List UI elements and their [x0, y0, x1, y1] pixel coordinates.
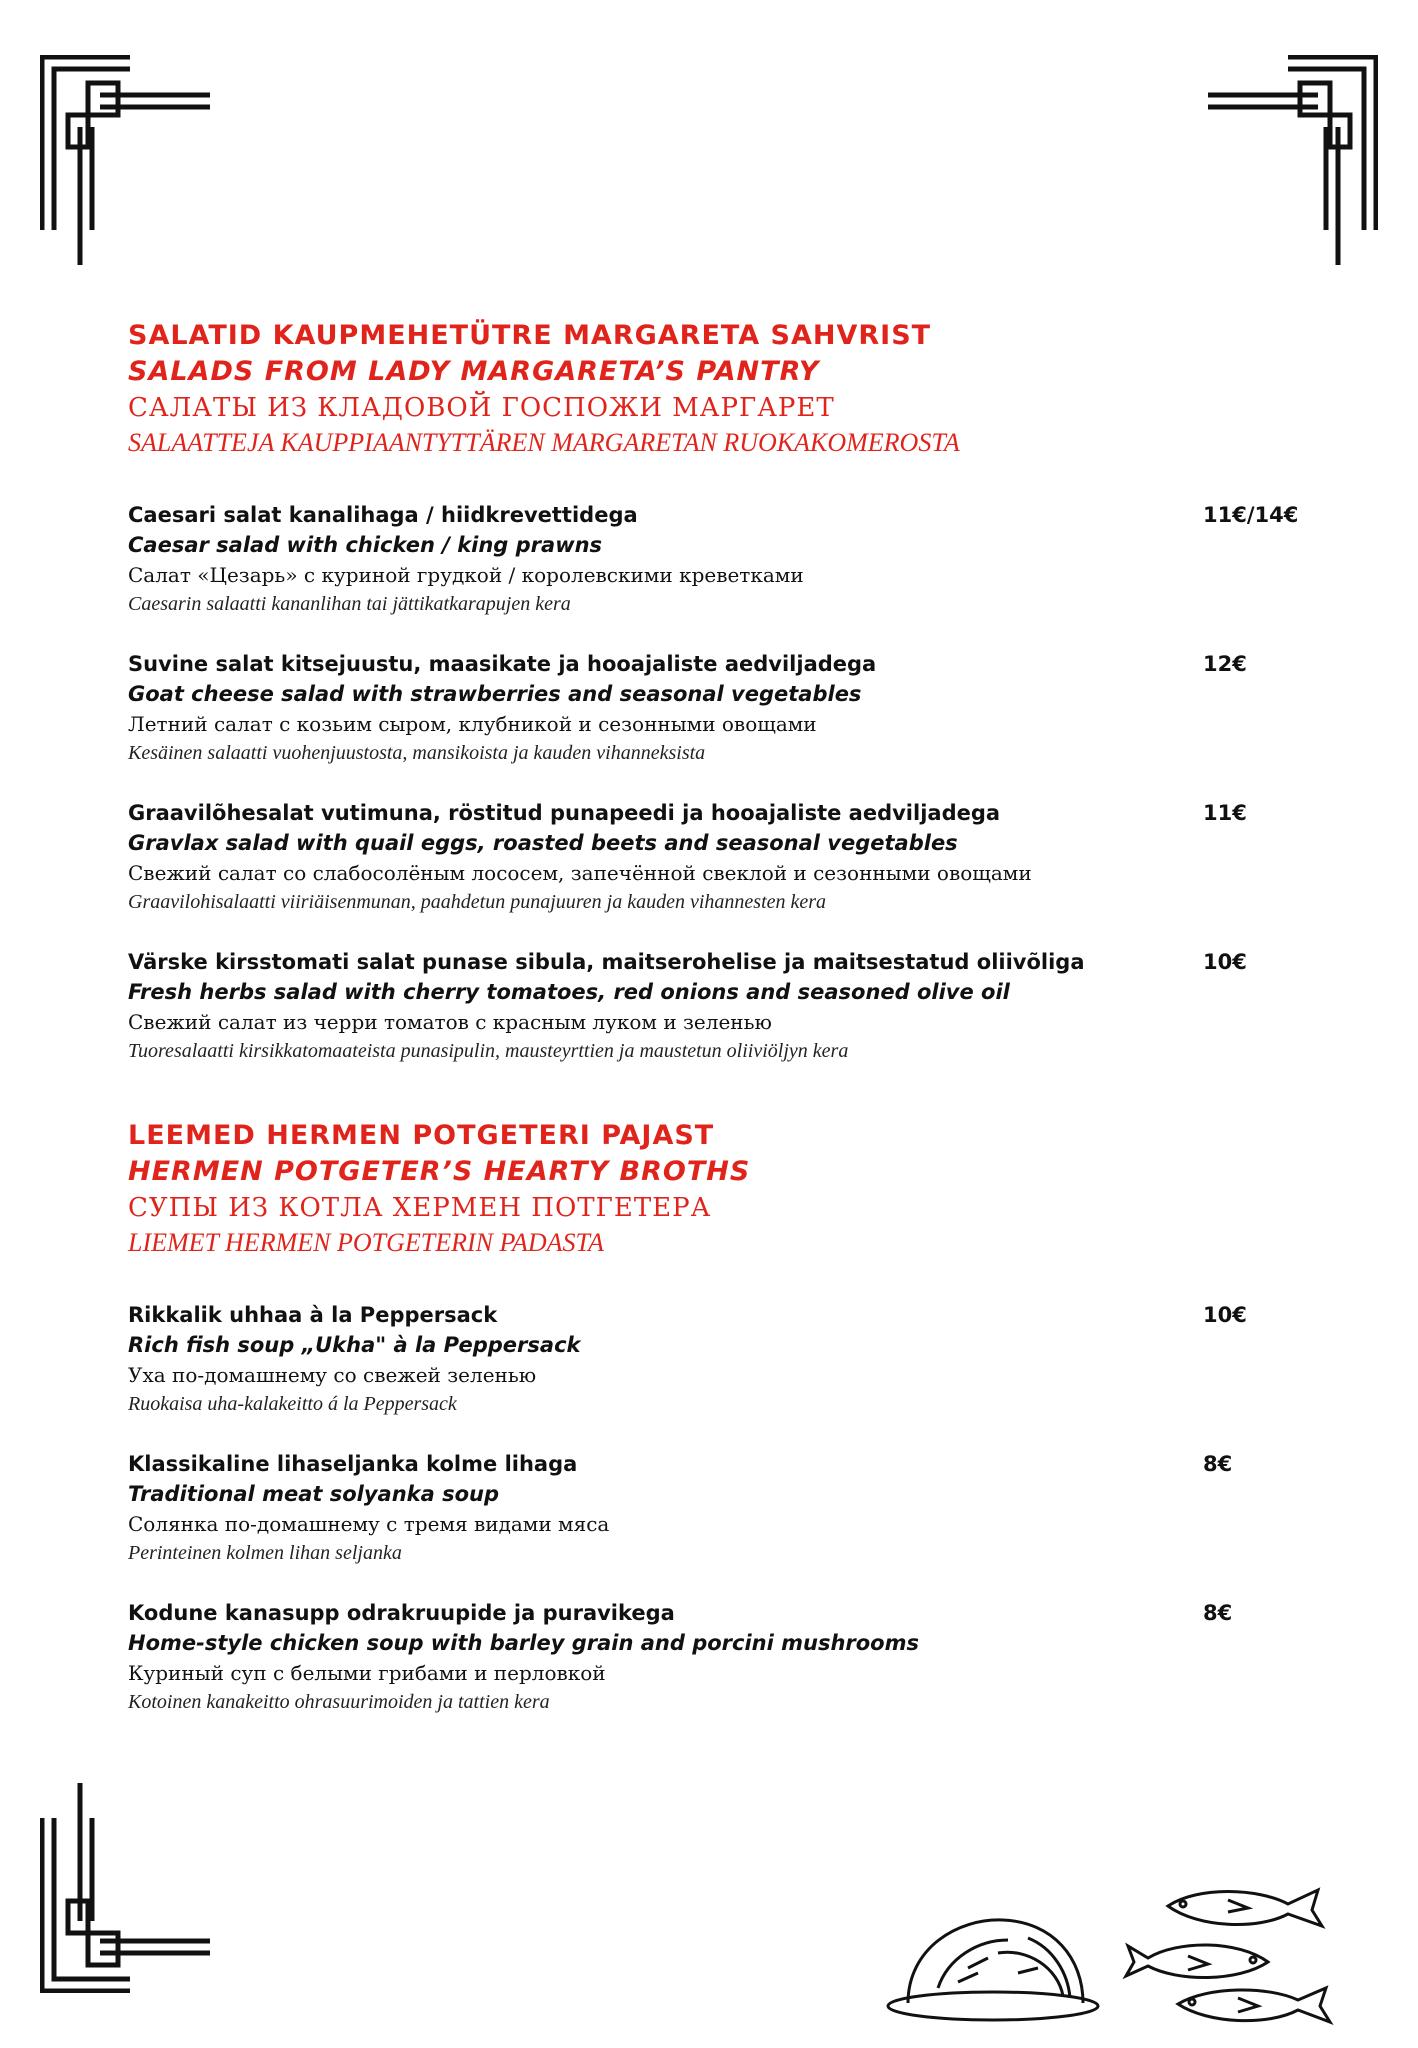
- section-title-en: SALADS FROM LADY MARGARETA’S PANTRY: [128, 356, 820, 387]
- dish-name-en: Gravlax salad with quail eggs, roasted beets and seasonal vegetables: [128, 831, 958, 855]
- dish-name-ru: Куриный суп с белыми грибами и перловкой: [128, 1661, 606, 1685]
- dish-name-fi: Tuoresalaatti kirsikkatomaateista punasipulin, mausteyrttien ja maustetun oliiviöljyn kera: [128, 1040, 849, 1062]
- fish-icon: [1168, 1890, 1322, 1926]
- dish-price: 8€: [1203, 1452, 1233, 1476]
- section-title-ru: СУПЫ ИЗ КОТЛА ХЕРМЕН ПОТГЕТЕРА: [128, 1193, 712, 1223]
- menu-section-salads: [128, 318, 1328, 1096]
- dish-name-ru: Салат «Цезарь» с куриной грудкой / королевскими креветками: [128, 563, 804, 587]
- section-heading: [128, 318, 1328, 460]
- dish-name-en: Traditional meat solyanka soup: [128, 1482, 500, 1506]
- food-illustration: [878, 1878, 1348, 2028]
- dish-price: 12€: [1203, 652, 1247, 676]
- dish-name-en: Home-style chicken soup with barley grain and porcini mushrooms: [128, 1631, 919, 1655]
- menu-items: [128, 1300, 1328, 1716]
- dish-name-et: Rikkalik uhhaa à la Peppersack: [128, 1303, 498, 1327]
- dish-name-et: Graavilõhesalat vutimuna, röstitud punapeedi ja hooajaliste aedviljadega: [128, 801, 1001, 825]
- section-title-et: SALATID KAUPMEHETÜTRE MARGARETA SAHVRIST: [128, 320, 932, 351]
- fish-icon: [1126, 1945, 1268, 1978]
- corner-ornament-icon: [1168, 55, 1378, 265]
- corner-ornament-top-right: [1168, 55, 1378, 265]
- fish-icon: [1178, 1988, 1330, 2022]
- dish-price: 10€: [1203, 950, 1247, 974]
- menu-item: [128, 1300, 1328, 1418]
- dish-name-ru: Летний салат с козьим сыром, клубникой и сезонными овощами: [128, 712, 817, 736]
- section-title-ru: САЛАТЫ ИЗ КЛАДОВОЙ ГОСПОЖИ МАРГАРЕТ: [128, 393, 835, 423]
- section-title-et: LEEMED HERMEN POTGETERI PAJAST: [128, 1120, 715, 1151]
- bread-icon: [888, 1920, 1098, 2020]
- menu-item: [128, 1598, 1328, 1716]
- dish-name-fi: Ruokaisa uha-kalakeitto á la Peppersack: [128, 1393, 457, 1415]
- dish-price: 11€/14€: [1203, 503, 1299, 527]
- dish-price: 11€: [1203, 801, 1247, 825]
- corner-ornament-bottom-left: [40, 1783, 250, 1993]
- menu-item: [128, 649, 1328, 767]
- dish-name-fi: Caesarin salaatti kananlihan tai jättikatkarapujen kera: [128, 593, 571, 615]
- section-title-en: HERMEN POTGETER’S HEARTY BROTHS: [128, 1156, 751, 1187]
- dish-name-en: Fresh herbs salad with cherry tomatoes, red onions and seasoned olive oil: [128, 980, 1010, 1004]
- menu-item: [128, 798, 1328, 916]
- dish-price: 10€: [1203, 1303, 1247, 1327]
- dish-name-et: Värske kirsstomati salat punase sibula, maitserohelise ja maitsestatud oliivõliga: [128, 950, 1085, 974]
- section-title-fi: SALAATTEJA KAUPPIAANTYTTÄREN MARGARETAN RUOKAKOMEROSTA: [128, 428, 960, 457]
- dish-name-et: Suvine salat kitsejuustu, maasikate ja hooajaliste aedviljadega: [128, 652, 877, 676]
- dish-name-ru: Солянка по-домашнему с тремя видами мяса: [128, 1512, 610, 1536]
- menu-item: [128, 500, 1328, 618]
- dish-name-ru: Свежий салат из черри томатов с красным луком и зеленью: [128, 1010, 772, 1034]
- dish-name-ru: Свежий салат со слабосолёным лососем, запечённой свеклой и сезонными овощами: [128, 861, 1032, 885]
- dish-name-et: Kodune kanasupp odrakruupide ja puravikega: [128, 1601, 675, 1625]
- section-title-fi: LIEMET HERMEN POTGETERIN PADASTA: [128, 1228, 604, 1257]
- corner-ornament-top-left: [40, 55, 250, 265]
- dish-name-en: Goat cheese salad with strawberries and seasonal vegetables: [128, 682, 862, 706]
- menu-item: [128, 947, 1328, 1065]
- dish-name-fi: Perinteinen kolmen lihan seljanka: [128, 1542, 402, 1564]
- menu-items: [128, 500, 1328, 1065]
- dish-name-fi: Kotoinen kanakeitto ohrasuurimoiden ja tattien kera: [128, 1691, 550, 1713]
- corner-ornament-icon: [40, 55, 250, 265]
- dish-name-en: Caesar salad with chicken / king prawns: [128, 533, 603, 557]
- menu-section-soups: [128, 1118, 1328, 1747]
- dish-price: 8€: [1203, 1601, 1233, 1625]
- dish-name-ru: Уха по-домашнему со свежей зеленью: [128, 1363, 537, 1387]
- dish-name-fi: Graavilohisalaatti viiriäisenmunan, paahdetun punajuuren ja kauden vihannesten kera: [128, 891, 827, 913]
- dish-name-fi: Kesäinen salaatti vuohenjuustosta, mansikoista ja kauden vihanneksista: [128, 742, 706, 764]
- section-heading: [128, 1118, 1328, 1260]
- corner-ornament-icon: [40, 1783, 250, 1993]
- dish-name-en: Rich fish soup „Ukha" à la Peppersack: [128, 1333, 581, 1357]
- dish-name-et: Caesari salat kanalihaga / hiidkrevettidega: [128, 503, 638, 527]
- menu-item: [128, 1449, 1328, 1567]
- dish-name-et: Klassikaline lihaseljanka kolme lihaga: [128, 1452, 578, 1476]
